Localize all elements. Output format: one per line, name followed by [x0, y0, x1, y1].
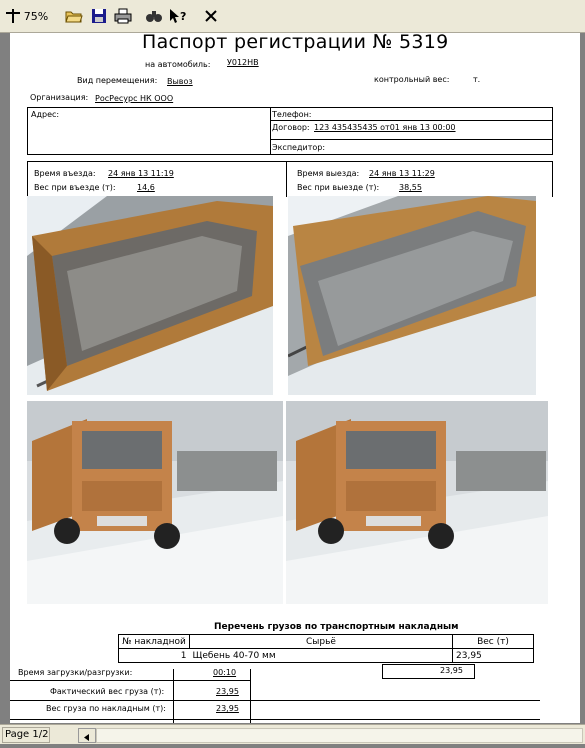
svg-text:?: ?	[180, 10, 187, 23]
vehicle-value: У012НВ	[227, 58, 259, 67]
exit-weight-label: Вес при выезде (т):	[297, 183, 380, 192]
grid-divider	[270, 139, 553, 140]
org-label: Организация:	[30, 93, 89, 102]
cargo-header-weight: Вес (т)	[453, 635, 534, 649]
load-time-value: 00:10	[213, 668, 237, 677]
control-weight-label: контрольный вес:	[374, 75, 450, 84]
entry-top-photo	[27, 196, 273, 395]
movement-label: Вид перемещения:	[77, 76, 158, 85]
actual-weight-value: 23,95	[216, 687, 239, 696]
row-line	[10, 719, 540, 720]
grid-divider	[270, 120, 553, 121]
entry-front-photo	[27, 401, 283, 604]
entry-time-value: 24 янв 13 11:19	[108, 169, 174, 178]
load-time-label: Время загрузки/разгрузки:	[18, 668, 133, 677]
cargo-title: Перечень грузов по транспортным накладным	[214, 622, 459, 632]
waybill-weight-value: 23,95	[216, 704, 239, 713]
entry-time-label: Время въезда:	[34, 169, 96, 178]
page-indicator: Page 1/2	[2, 727, 50, 743]
cargo-total: 23,95	[440, 666, 463, 675]
find-icon[interactable]	[144, 6, 164, 26]
cargo-header-num: № накладной	[119, 635, 190, 649]
print-icon[interactable]	[112, 6, 134, 26]
exit-weight-value: 38,55	[399, 183, 422, 192]
exit-top-photo	[288, 196, 536, 395]
close-icon[interactable]	[201, 6, 221, 26]
grid-divider	[270, 107, 271, 155]
cargo-header-row	[119, 635, 534, 649]
table-row	[119, 649, 534, 663]
org-value: РосРесурс НК ООО	[95, 94, 174, 103]
zoom-plus-icon[interactable]	[4, 6, 22, 26]
toolbar	[0, 0, 585, 33]
row-line	[10, 700, 540, 701]
forwarder-label: Экспедитор:	[272, 143, 326, 152]
cargo-cell-num: 1	[119, 649, 190, 663]
open-folder-icon[interactable]	[64, 6, 84, 26]
zoom-level[interactable]: 75%	[23, 9, 49, 23]
movement-value: Вывоз	[167, 77, 193, 86]
row-divider	[173, 669, 174, 723]
address-label: Адрес:	[31, 110, 60, 119]
actual-weight-label: Фактический вес груза (т):	[50, 687, 165, 696]
waybill-weight-label: Вес груза по накладным (т):	[46, 704, 166, 713]
page-title: Паспорт регистрации № 5319	[142, 33, 449, 53]
cargo-cell-weight: 23,95	[453, 649, 534, 663]
help-cursor-icon[interactable]	[168, 6, 188, 26]
control-weight-unit: т.	[473, 75, 481, 84]
weighing-divider	[286, 161, 287, 197]
cargo-cell-material: Щебень 40-70 мм	[190, 649, 453, 663]
row-divider	[250, 669, 251, 723]
report-page	[10, 33, 580, 723]
entry-weight-label: Вес при въезде (т):	[34, 183, 116, 192]
save-icon[interactable]	[89, 6, 109, 26]
horizontal-scrollbar[interactable]	[96, 728, 583, 743]
cargo-table	[118, 634, 534, 663]
exit-time-value: 24 янв 13 11:29	[369, 169, 435, 178]
status-bar	[0, 724, 585, 744]
exit-time-label: Время выезда:	[297, 169, 360, 178]
vehicle-label: на автомобиль:	[145, 60, 211, 69]
row-line	[10, 680, 250, 681]
exit-front-photo	[286, 401, 548, 604]
entry-weight-value: 14,6	[137, 183, 155, 192]
cargo-header-material: Сырьё	[190, 635, 453, 649]
scroll-left-button[interactable]	[78, 728, 96, 743]
contract-label: Договор:	[272, 123, 310, 132]
phone-label: Телефон:	[272, 110, 312, 119]
contract-value: 123 435435435 от01 янв 13 00:00	[314, 123, 456, 132]
